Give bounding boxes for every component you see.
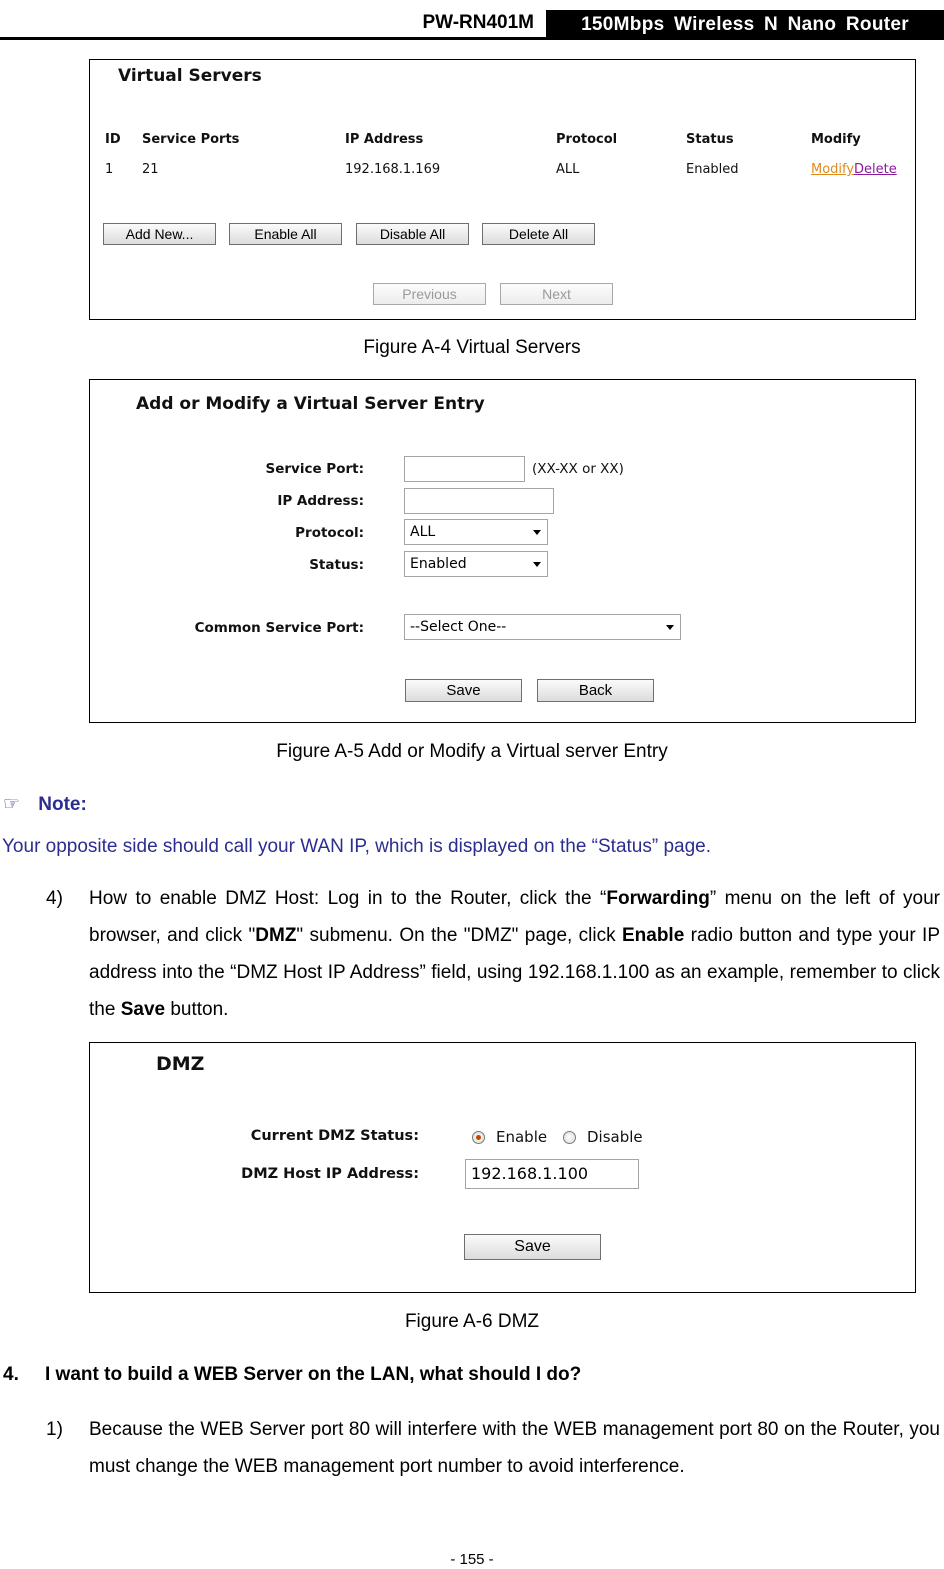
dmz-screenshot [89,1042,916,1293]
product-title: 150Mbps Wireless N Nano Router [546,10,944,40]
status-select-value: Enabled [410,556,467,572]
chevron-down-icon [666,625,674,630]
note-label: Note: [38,794,87,815]
step-1-number: 1) [46,1419,63,1440]
previous-button[interactable]: Previous [373,283,486,305]
row-id: 1 [105,162,114,177]
protocol-label: Protocol: [295,525,364,541]
column-header-id: ID [105,132,121,147]
protocol-select-value: ALL [410,524,436,540]
chevron-down-icon [533,562,541,567]
common-service-port-value: --Select One-- [410,619,507,635]
common-service-port-select[interactable] [404,614,681,640]
disable-all-button[interactable]: Disable All [356,223,469,245]
dmz-title: DMZ [156,1053,205,1075]
column-header-service-ports: Service Ports [142,132,240,147]
page-header [0,0,944,40]
dmz-host-ip-label: DMZ Host IP Address: [241,1166,419,1182]
note-text: Your opposite side should call your WAN IP, which is displayed on the “Status” page. [2,836,712,857]
enable-all-button[interactable]: Enable All [229,223,342,245]
row-protocol: ALL [556,162,580,177]
column-header-ip-address: IP Address [345,132,424,147]
enable-radio-label: Enable [496,1128,548,1146]
step-4-number: 4) [46,888,63,909]
enable-radio[interactable] [472,1131,485,1144]
question-4-text: I want to build a WEB Server on the LAN, what should I do? [45,1364,582,1385]
common-service-port-label: Common Service Port: [194,620,364,636]
entry-form-title: Add or Modify a Virtual Server Entry [136,394,485,414]
dmz-status-label: Current DMZ Status: [250,1128,419,1144]
modify-link[interactable]: Modify [811,162,855,177]
question-4-number: 4. [3,1364,19,1385]
note-heading [3,793,87,816]
service-port-label: Service Port: [265,461,364,477]
enable-term: Enable [621,925,685,946]
disable-radio-label: Disable [587,1128,643,1146]
column-header-protocol: Protocol [556,132,618,147]
column-header-status: Status [686,132,734,147]
dmz-save-button[interactable]: Save [464,1234,601,1260]
dmz-host-ip-input[interactable]: 192.168.1.100 [465,1159,639,1189]
save-button[interactable]: Save [405,679,522,702]
row-service-ports: 21 [142,162,159,177]
ip-address-label: IP Address: [277,493,364,509]
delete-link[interactable]: Delete [854,162,897,177]
save-term: Save [120,999,166,1020]
ip-address-input[interactable] [404,488,554,514]
status-label: Status: [309,557,364,573]
column-header-modify: Modify [811,132,861,147]
virtual-server-entry-screenshot [89,379,916,723]
delete-all-button[interactable]: Delete All [482,223,595,245]
dmz-term: DMZ [255,925,297,946]
model-name: PW-RN401M [422,12,534,33]
protocol-select[interactable] [404,519,548,545]
row-ip-address: 192.168.1.169 [345,162,441,177]
service-port-input[interactable] [404,456,525,482]
chevron-down-icon [533,530,541,535]
service-port-hint: (XX-XX or XX) [532,461,624,477]
page-number: - 155 - [450,1551,494,1568]
step-4-text: How to enable DMZ Host: Log in to the Router, click the “Forwarding” menu on the left of your browser, and click "DMZ" submenu. On the "DMZ" page, click Enable radio button and type your IP address into the “DMZ Host IP Address” field, using 192.168.1.100 as an example, remember to click the Save button. [89,888,940,1020]
next-button[interactable]: Next [500,283,613,305]
back-button[interactable]: Back [537,679,654,702]
figure-a4-caption: Figure A-4 Virtual Servers [363,337,581,358]
pointing-hand-icon: ☞ [3,794,21,815]
row-status: Enabled [686,162,739,177]
disable-radio[interactable] [563,1131,576,1144]
step-1-text: Because the WEB Server port 80 will interfere with the WEB management port 80 on the Router, you must change the WEB management port number to avoid interference. [89,1419,940,1477]
virtual-servers-title: Virtual Servers [118,66,262,86]
status-select[interactable] [404,551,548,577]
virtual-servers-screenshot [89,59,916,320]
forwarding-term: Forwarding [606,888,710,909]
figure-a5-caption: Figure A-5 Add or Modify a Virtual server Entry [276,741,668,762]
add-new-button[interactable]: Add New... [103,223,216,245]
figure-a6-caption: Figure A-6 DMZ [404,1311,540,1332]
